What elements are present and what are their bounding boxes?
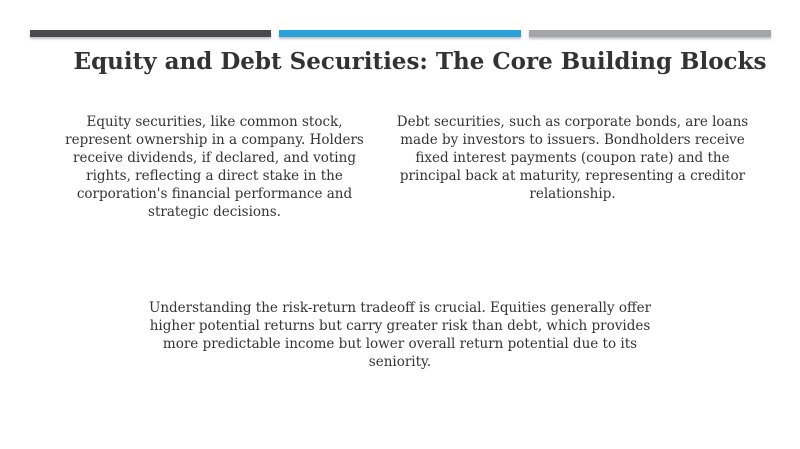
accent-bar-blue (279, 30, 521, 37)
risk-return-paragraph: Understanding the risk-return tradeoff is crucial. Equities generally offer higher potential returns but carry greater risk than debt, which provides more predictable income but lower overall return potential due to its seniority. (148, 300, 652, 370)
accent-bar-dark (30, 30, 271, 37)
debt-paragraph: Debt securities, such as corporate bonds, are loans made by investors to issuers. Bondholders receive fixed interest payments (coupon rate) and the principal back at maturity, representing a creditor relationship. (396, 114, 749, 202)
equity-paragraph: Equity securities, like common stock, represent ownership in a company. Holders receive dividends, if declared, and voting rights, reflecting a direct stake in the corporation's financial performance and strategic decisions. (65, 114, 364, 220)
slide-title: Equity and Debt Securities: The Core Building Blocks (73, 48, 767, 75)
accent-bar-gray (529, 30, 771, 37)
